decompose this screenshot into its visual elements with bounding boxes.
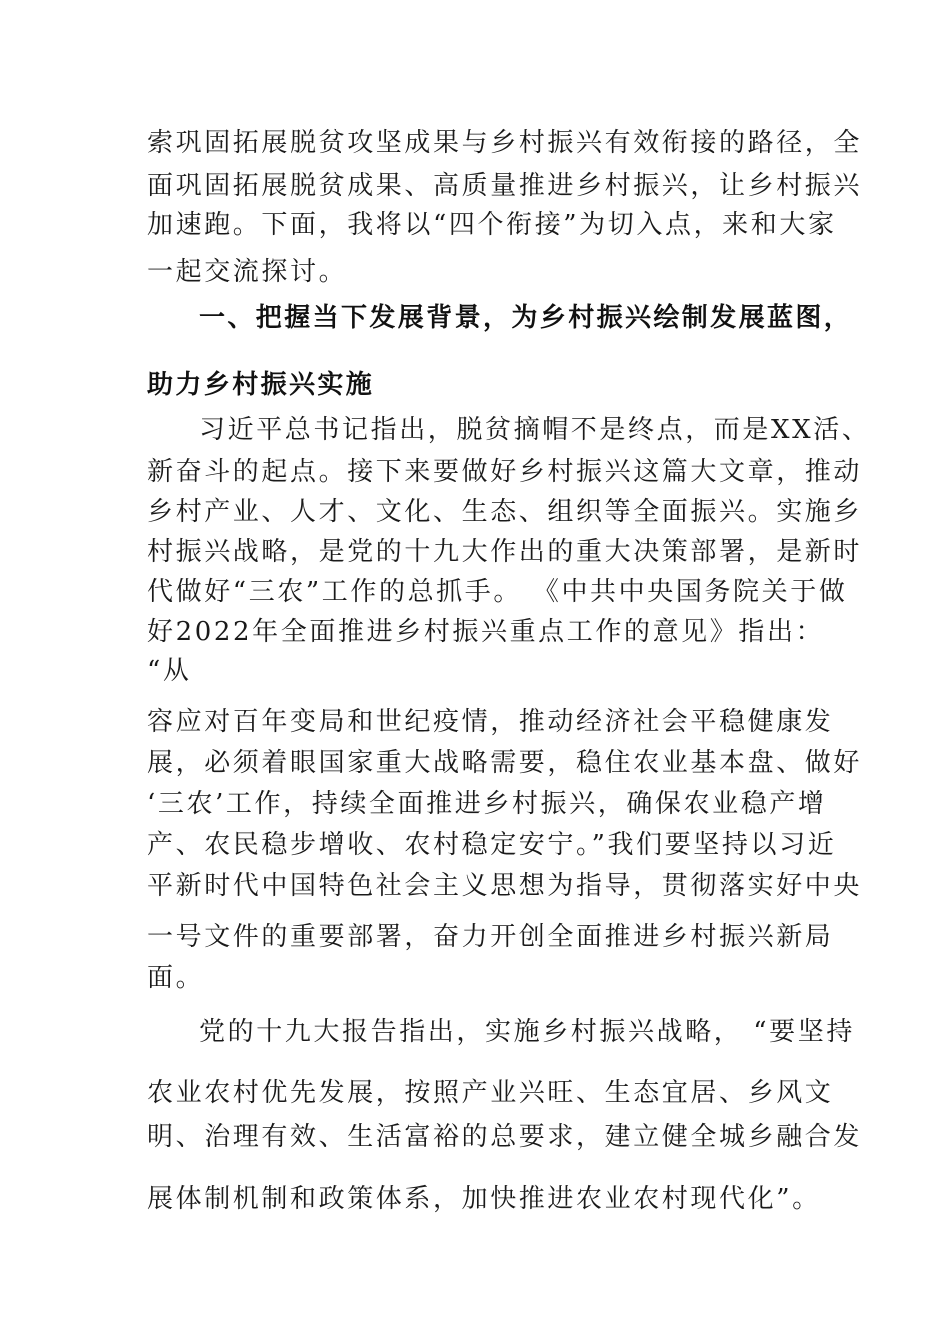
body-text-line: 一号文件的重要部署，奋力开创全面推进乡村振兴新局 — [147, 922, 834, 952]
body-text-line: 明、治理有效、生活富裕的总要求，建立健全城乡融合发 — [147, 1122, 863, 1152]
body-text-line: 索巩固拓展脱贫攻坚成果与乡村振兴有效衔接的路径，全 — [147, 128, 863, 158]
section-heading-continued: 助力乡村振兴实施 — [147, 370, 375, 400]
body-text-line: 产、农民稳步增收、农村稳定安宁。”我们要坚持以习近 — [147, 830, 837, 860]
body-text-line: 新奋斗的起点。接下来要做好乡村振兴这篇大文章，推动 — [147, 457, 863, 487]
body-text-line: 乡村产业、人才、文化、生态、组织等全面振兴。实施乡 — [147, 497, 863, 527]
body-text-line: 平新时代中国特色社会主义思想为指导，贯彻落实好中央 — [147, 871, 863, 901]
body-text-line: 面。 — [147, 963, 205, 993]
paragraph-first-line: 习近平总书记指出，脱贫摘帽不是终点，而是XX活、 — [199, 415, 871, 445]
body-text-line: 代做好“三农”工作的总抓手。 《中共中央国务院关于做 — [147, 577, 848, 607]
body-text-line: “从 — [147, 656, 192, 686]
body-text-line: 加速跑。下面，我将以“四个衔接”为切入点，来和大家 — [147, 210, 837, 240]
body-text-line: ‘三农’工作，持续全面推进乡村振兴，确保农业稳产增 — [147, 789, 827, 819]
body-text-line: 一起交流探讨。 — [147, 257, 348, 287]
body-text-line: 容应对百年变局和世纪疫情，推动经济社会平稳健康发 — [147, 707, 834, 737]
body-text-line: 展，必须着眼国家重大战略需要，稳住农业基本盘、做好 — [147, 748, 863, 778]
body-text-line: 面巩固拓展脱贫成果、高质量推进乡村振兴，让乡村振兴 — [147, 171, 863, 201]
paragraph-first-line: 党的十九大报告指出，实施乡村振兴战略， “要坚持 — [199, 1017, 855, 1047]
body-text-line: 村振兴战略，是党的十九大作出的重大决策部署，是新时 — [147, 537, 863, 567]
body-text-line: 农业农村优先发展，按照产业兴旺、生态宜居、乡风文 — [147, 1078, 834, 1108]
section-heading: 一、把握当下发展背景，为乡村振兴绘制发展蓝图， — [199, 303, 853, 333]
body-text-line: 展体制机制和政策体系，加快推进农业农村现代化”。 — [147, 1184, 821, 1214]
body-text-line: 好2022年全面推进乡村振兴重点工作的意见》指出： — [147, 617, 825, 647]
